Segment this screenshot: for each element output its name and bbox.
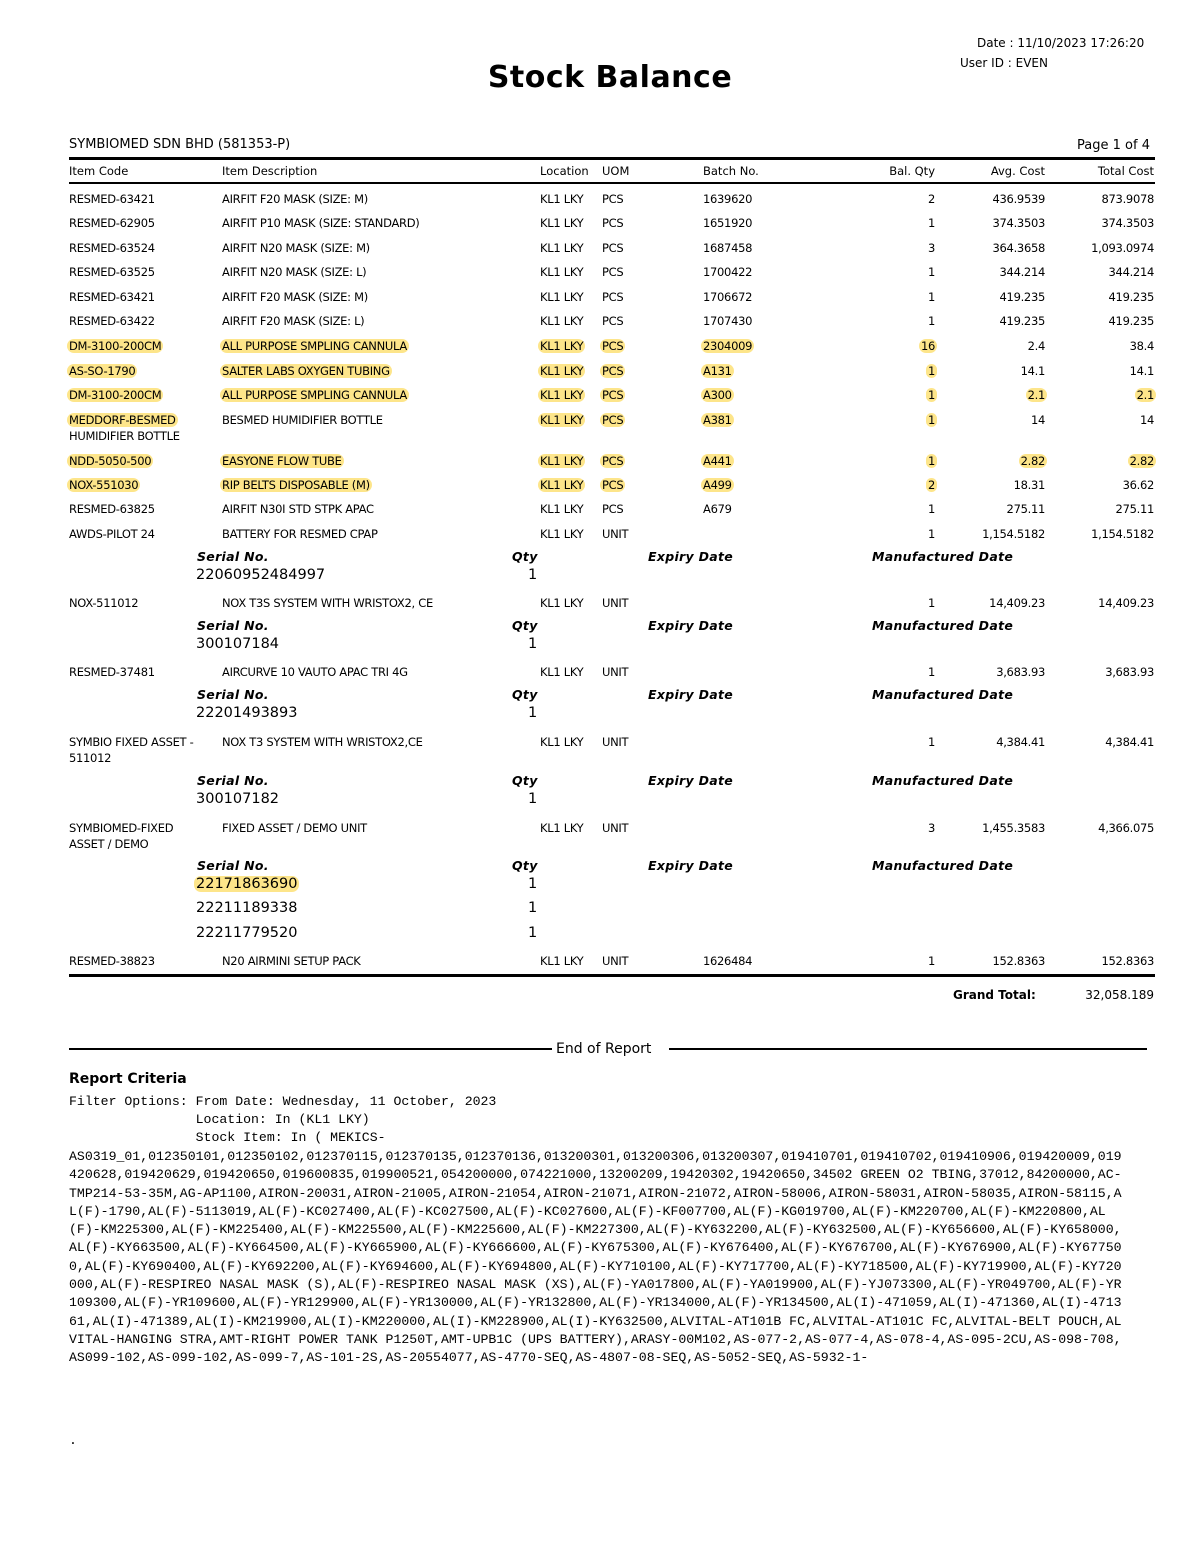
- item-total-cost: 14.1: [1129, 364, 1154, 378]
- item-avg-cost: 2.82: [1020, 454, 1045, 468]
- item-location: KL1 LKY: [540, 954, 584, 968]
- item-location: KL1 LKY: [540, 527, 584, 541]
- criteria-end: .: [69, 1433, 77, 1448]
- expiry-date-label: Expiry Date: [648, 858, 734, 873]
- serial-qty-label: Qty: [512, 687, 538, 702]
- item-batch: A679: [703, 502, 732, 516]
- item-uom: PCS: [602, 478, 624, 492]
- item-uom: PCS: [602, 454, 624, 468]
- item-batch: A131: [703, 364, 732, 378]
- item-total-cost: 2.1: [1136, 388, 1154, 402]
- serial-number: 22211779520: [196, 925, 298, 941]
- item-total-cost: 1,154.5182: [1091, 527, 1154, 541]
- criteria-filter-date: Filter Options: From Date: Wednesday, 11 October, 2023: [69, 1094, 497, 1109]
- criteria-stock-item-list: AS0319_01,012350101,012350102,012370115,012370135,012370136,013200301,013200306,013200307,019410701,019410702,019410906,019420009,019420628,019420629,019420650,019600835,019900521,054200000,074221000,13200209,19420302,19420650,34502 GREEN O2 TBING,37012,84200000,AC-TMP214-53-35M,AG-AP1100,AIRON-20031,AIRON-21005,AIRON-21054,AIRON-21071,AIRON-21072,AIRON-58006,AIRON-58031,AIRON-58035,AIRON-58115,AL(F)-1790,AL(F)-5113019,AL(F)-KC027400,AL(F)-KC027500,AL(F)-KC027600,AL(F)-KF007700,AL(F)-KG019700,AL(F)-KM220700,AL(F)-KM220800,AL(F)-KM225300,AL(F)-KM225400,AL(F)-KM225500,AL(F)-KM225600,AL(F)-KM227300,AL(F)-KY632200,AL(F)-KY632500,AL(F)-KY656600,AL(F)-KY658000,AL(F)-KY663500,AL(F)-KY664500,AL(F)-KY665900,AL(F)-KY666600,AL(F)-KY675300,AL(F)-KY676400,AL(F)-KY676700,AL(F)-KY676900,AL(F)-KY677500,AL(F)-KY690400,AL(F)-KY692200,AL(F)-KY694600,AL(F)-KY694800,AL(F)-KY710100,AL(F)-KY717700,AL(F)-KY718500,AL(F)-KY719900,AL(F)-KY720000,AL(F)-RESPIREO NASAL MASK (S),AL(F)-RESPIREO NASAL MASK (XS),AL(F)-YA017800,AL(F)-YA019900,AL(F)-YJ073300,AL(F)-YR049700,AL(F)-YR109300,AL(F)-YR109600,AL(F)-YR129900,AL(F)-YR130000,AL(F)-YR132800,AL(F)-YR134000,AL(F)-YR134500,AL(I)-471059,AL(I)-471360,AL(I)-471361,AL(I)-471389,AL(I)-KM219900,AL(I)-KM220000,AL(I)-KM228900,AL(I)-KY632500,ALVITAL-AT101B FC,ALVITAL-AT101C FC,ALVITAL-BELT POUCH,ALVITAL-HANGING STRA,AMT-RIGHT POWER TANK P1250T,AMT-UPB1C (UPS BATTERY),ARASY-00M102,AS-077-2,AS-077-4,AS-078-4,AS-095-2CU,AS-098-708,AS099-102,AS-099-102,AS-099-7,AS-101-2S,AS-20554077,AS-4770-SEQ,AS-4807-08-SEQ,AS-5052-SEQ,AS-5932-1-: [69, 1149, 1122, 1366]
- item-total-cost: 4,384.41: [1105, 735, 1154, 749]
- item-code: RESMED-38823: [69, 954, 155, 968]
- serial-qty: 1: [528, 567, 538, 583]
- item-avg-cost: 3,683.93: [996, 665, 1045, 679]
- grand-total-label: Grand Total:: [953, 988, 1036, 1002]
- item-code: RESMED-63421: [69, 192, 155, 206]
- item-location: KL1 LKY: [540, 413, 584, 427]
- serial-qty: 1: [528, 900, 538, 916]
- item-qty: 1: [927, 216, 935, 230]
- item-total-cost: 14: [1139, 413, 1154, 427]
- item-description: NOX T3 SYSTEM WITH WRISTOX2,CE: [222, 735, 423, 749]
- expiry-date-label: Expiry Date: [648, 618, 734, 633]
- item-code: SYMBIOMED-FIXED: [69, 821, 174, 835]
- item-batch: 1687458: [703, 241, 753, 255]
- item-avg-cost: 18.31: [1013, 478, 1045, 492]
- item-qty: 2: [927, 192, 935, 206]
- item-description: AIRFIT F20 MASK (SIZE: M): [222, 192, 368, 206]
- item-avg-cost: 2.4: [1027, 339, 1045, 353]
- item-batch: 1639620: [703, 192, 753, 206]
- item-description: SALTER LABS OXYGEN TUBING: [222, 364, 390, 378]
- item-total-cost: 36.62: [1122, 478, 1154, 492]
- item-qty: 3: [927, 241, 935, 255]
- item-uom: PCS: [602, 413, 624, 427]
- item-code-cont: HUMIDIFIER BOTTLE: [69, 429, 180, 443]
- item-total-cost: 152.8363: [1101, 954, 1154, 968]
- item-uom: UNIT: [602, 665, 629, 679]
- item-batch: 1706672: [703, 290, 753, 304]
- item-location: KL1 LKY: [540, 502, 584, 516]
- item-code: RESMED-63524: [69, 241, 155, 255]
- item-total-cost: 344.214: [1108, 265, 1154, 279]
- item-batch: A300: [703, 388, 732, 402]
- item-location: KL1 LKY: [540, 478, 584, 492]
- manufactured-date-label: Manufactured Date: [872, 773, 1014, 788]
- item-code: DM-3100-200CM: [69, 388, 162, 402]
- col-uom: UOM: [602, 164, 630, 178]
- serial-qty: 1: [528, 791, 538, 807]
- item-code: SYMBIO FIXED ASSET -: [69, 735, 194, 749]
- item-avg-cost: 374.3503: [992, 216, 1045, 230]
- expiry-date-label: Expiry Date: [648, 549, 734, 564]
- item-uom: PCS: [602, 241, 624, 255]
- item-uom: UNIT: [602, 735, 629, 749]
- serial-qty-label: Qty: [512, 549, 538, 564]
- criteria-stock-item: Stock Item: In ( MEKICS-: [69, 1130, 386, 1145]
- item-description: BATTERY FOR RESMED CPAP: [222, 527, 378, 541]
- item-code: RESMED-63422: [69, 314, 155, 328]
- item-avg-cost: 344.214: [999, 265, 1045, 279]
- item-code: RESMED-63825: [69, 502, 155, 516]
- item-batch: 2304009: [703, 339, 753, 353]
- item-batch: A381: [703, 413, 732, 427]
- manufactured-date-label: Manufactured Date: [872, 618, 1014, 633]
- item-total-cost: 419.235: [1108, 314, 1154, 328]
- item-uom: PCS: [602, 502, 624, 516]
- item-qty: 1: [927, 735, 935, 749]
- item-total-cost: 14,409.23: [1098, 596, 1154, 610]
- page-indicator: Page 1 of 4: [1077, 138, 1150, 153]
- item-location: KL1 LKY: [540, 265, 584, 279]
- item-location: KL1 LKY: [540, 821, 584, 835]
- serial-no-label: Serial No.: [197, 773, 269, 788]
- item-uom: PCS: [602, 364, 624, 378]
- manufactured-date-label: Manufactured Date: [872, 687, 1014, 702]
- item-qty: 1: [927, 454, 935, 468]
- item-total-cost: 374.3503: [1101, 216, 1154, 230]
- item-code: NDD-5050-500: [69, 454, 152, 468]
- item-qty: 1: [927, 954, 935, 968]
- item-qty: 1: [927, 502, 935, 516]
- item-location: KL1 LKY: [540, 388, 584, 402]
- item-qty: 2: [927, 478, 935, 492]
- serial-qty: 1: [528, 705, 538, 721]
- serial-number: 22060952484997: [196, 567, 326, 583]
- item-avg-cost: 419.235: [999, 314, 1045, 328]
- item-code: RESMED-62905: [69, 216, 155, 230]
- serial-qty-label: Qty: [512, 618, 538, 633]
- item-uom: UNIT: [602, 954, 629, 968]
- item-qty: 16: [920, 339, 935, 353]
- report-date: Date : 11/10/2023 17:26:20: [977, 36, 1145, 50]
- item-avg-cost: 436.9539: [992, 192, 1045, 206]
- item-total-cost: 3,683.93: [1105, 665, 1154, 679]
- header-bottom-rule: [69, 182, 1155, 184]
- item-uom: PCS: [602, 314, 624, 328]
- manufactured-date-label: Manufactured Date: [872, 858, 1014, 873]
- item-description: ALL PURPOSE SMPLING CANNULA: [222, 339, 407, 353]
- item-description: ALL PURPOSE SMPLING CANNULA: [222, 388, 407, 402]
- item-batch: A441: [703, 454, 732, 468]
- item-qty: 1: [927, 665, 935, 679]
- item-qty: 1: [927, 388, 935, 402]
- col-avg-cost: Avg. Cost: [990, 164, 1045, 178]
- item-qty: 1: [927, 596, 935, 610]
- serial-qty: 1: [528, 876, 538, 892]
- item-avg-cost: 14: [1030, 413, 1045, 427]
- report-title: Stock Balance: [487, 60, 733, 95]
- manufactured-date-label: Manufactured Date: [872, 549, 1014, 564]
- serial-no-label: Serial No.: [197, 687, 269, 702]
- item-code: DM-3100-200CM: [69, 339, 162, 353]
- item-location: KL1 LKY: [540, 241, 584, 255]
- item-total-cost: 4,366.075: [1098, 821, 1154, 835]
- header-top-rule: [69, 157, 1155, 160]
- item-avg-cost: 4,384.41: [996, 735, 1045, 749]
- item-avg-cost: 364.3658: [992, 241, 1045, 255]
- item-qty: 3: [927, 821, 935, 835]
- item-code: MEDDORF-BESMED: [69, 413, 176, 427]
- item-location: KL1 LKY: [540, 216, 584, 230]
- item-code: AWDS-PILOT 24: [69, 527, 155, 541]
- item-total-cost: 38.4: [1129, 339, 1154, 353]
- item-total-cost: 873.9078: [1101, 192, 1154, 206]
- item-code-cont: 511012: [69, 751, 112, 765]
- item-qty: 1: [927, 265, 935, 279]
- item-code: RESMED-37481: [69, 665, 155, 679]
- col-item-description: Item Description: [222, 164, 318, 178]
- item-avg-cost: 1,455.3583: [982, 821, 1045, 835]
- item-batch: 1626484: [703, 954, 753, 968]
- item-uom: PCS: [602, 265, 624, 279]
- serial-number: 300107182: [196, 791, 280, 807]
- item-description: NOX T3S SYSTEM WITH WRISTOX2, CE: [222, 596, 433, 610]
- item-location: KL1 LKY: [540, 192, 584, 206]
- item-uom: UNIT: [602, 527, 629, 541]
- item-uom: PCS: [602, 290, 624, 304]
- item-batch: 1707430: [703, 314, 753, 328]
- col-item-code: Item Code: [69, 164, 129, 178]
- item-description: AIRFIT F20 MASK (SIZE: M): [222, 290, 368, 304]
- item-description: AIRFIT N20 MASK (SIZE: M): [222, 241, 370, 255]
- item-uom: PCS: [602, 388, 624, 402]
- item-description: AIRFIT F20 MASK (SIZE: L): [222, 314, 365, 328]
- item-total-cost: 419.235: [1108, 290, 1154, 304]
- item-description: AIRFIT P10 MASK (SIZE: STANDARD): [222, 216, 420, 230]
- item-code: RESMED-63421: [69, 290, 155, 304]
- serial-qty-label: Qty: [512, 858, 538, 873]
- item-total-cost: 2.82: [1129, 454, 1154, 468]
- criteria-location: Location: In (KL1 LKY): [69, 1112, 370, 1127]
- item-qty: 1: [927, 364, 935, 378]
- serial-number: 300107184: [196, 636, 280, 652]
- item-code: AS-SO-1790: [69, 364, 136, 378]
- item-uom: PCS: [602, 339, 624, 353]
- item-description: N20 AIRMINI SETUP PACK: [222, 954, 361, 968]
- item-total-cost: 1,093.0974: [1091, 241, 1154, 255]
- company-name: SYMBIOMED SDN BHD (581353-P): [69, 137, 291, 152]
- serial-number: 22171863690: [196, 876, 298, 892]
- grand-total-value: 32,058.189: [1085, 988, 1154, 1002]
- item-description: AIRFIT N20 MASK (SIZE: L): [222, 265, 367, 279]
- item-avg-cost: 2.1: [1027, 388, 1045, 402]
- item-location: KL1 LKY: [540, 454, 584, 468]
- item-avg-cost: 152.8363: [992, 954, 1045, 968]
- item-avg-cost: 419.235: [999, 290, 1045, 304]
- item-description: BESMED HUMIDIFIER BOTTLE: [222, 413, 383, 427]
- user-id: User ID : EVEN: [960, 56, 1048, 70]
- col-total-cost: Total Cost: [1097, 164, 1154, 178]
- serial-no-label: Serial No.: [197, 618, 269, 633]
- item-location: KL1 LKY: [540, 314, 584, 328]
- item-code: RESMED-63525: [69, 265, 155, 279]
- serial-no-label: Serial No.: [197, 858, 269, 873]
- item-qty: 1: [927, 314, 935, 328]
- item-description: AIRFIT N30I STD STPK APAC: [222, 502, 374, 516]
- end-of-report-label: End of Report: [552, 1041, 655, 1057]
- serial-number: 22201493893: [196, 705, 298, 721]
- col-bal-qty: Bal. Qty: [889, 164, 935, 178]
- item-uom: PCS: [602, 192, 624, 206]
- item-description: EASYONE FLOW TUBE: [222, 454, 342, 468]
- item-uom: UNIT: [602, 821, 629, 835]
- item-qty: 1: [927, 413, 935, 427]
- table-bottom-rule: [69, 974, 1155, 977]
- item-location: KL1 LKY: [540, 290, 584, 304]
- expiry-date-label: Expiry Date: [648, 773, 734, 788]
- item-avg-cost: 275.11: [1006, 502, 1045, 516]
- item-batch: 1700422: [703, 265, 753, 279]
- serial-qty-label: Qty: [512, 773, 538, 788]
- item-location: KL1 LKY: [540, 735, 584, 749]
- item-location: KL1 LKY: [540, 596, 584, 610]
- item-code-cont: ASSET / DEMO: [69, 837, 149, 851]
- col-location: Location: [540, 164, 589, 178]
- item-description: AIRCURVE 10 VAUTO APAC TRI 4G: [222, 665, 408, 679]
- item-qty: 1: [927, 527, 935, 541]
- end-of-report-line-left: [69, 1048, 552, 1050]
- item-uom: PCS: [602, 216, 624, 230]
- item-avg-cost: 14.1: [1020, 364, 1045, 378]
- report-criteria-title: Report Criteria: [69, 1071, 187, 1087]
- item-batch: 1651920: [703, 216, 753, 230]
- col-batch: Batch No.: [703, 164, 759, 178]
- item-avg-cost: 1,154.5182: [982, 527, 1045, 541]
- expiry-date-label: Expiry Date: [648, 687, 734, 702]
- item-batch: A499: [703, 478, 732, 492]
- serial-number: 22211189338: [196, 900, 298, 916]
- serial-qty: 1: [528, 925, 538, 941]
- item-description: RIP BELTS DISPOSABLE (M): [222, 478, 370, 492]
- item-location: KL1 LKY: [540, 339, 584, 353]
- item-location: KL1 LKY: [540, 364, 584, 378]
- serial-qty: 1: [528, 636, 538, 652]
- item-description: FIXED ASSET / DEMO UNIT: [222, 821, 367, 835]
- item-avg-cost: 14,409.23: [989, 596, 1045, 610]
- item-total-cost: 275.11: [1115, 502, 1154, 516]
- serial-no-label: Serial No.: [197, 549, 269, 564]
- end-of-report-line-right: [669, 1048, 1147, 1050]
- item-code: NOX-511012: [69, 596, 139, 610]
- item-uom: UNIT: [602, 596, 629, 610]
- item-qty: 1: [927, 290, 935, 304]
- item-code: NOX-551030: [69, 478, 139, 492]
- item-location: KL1 LKY: [540, 665, 584, 679]
